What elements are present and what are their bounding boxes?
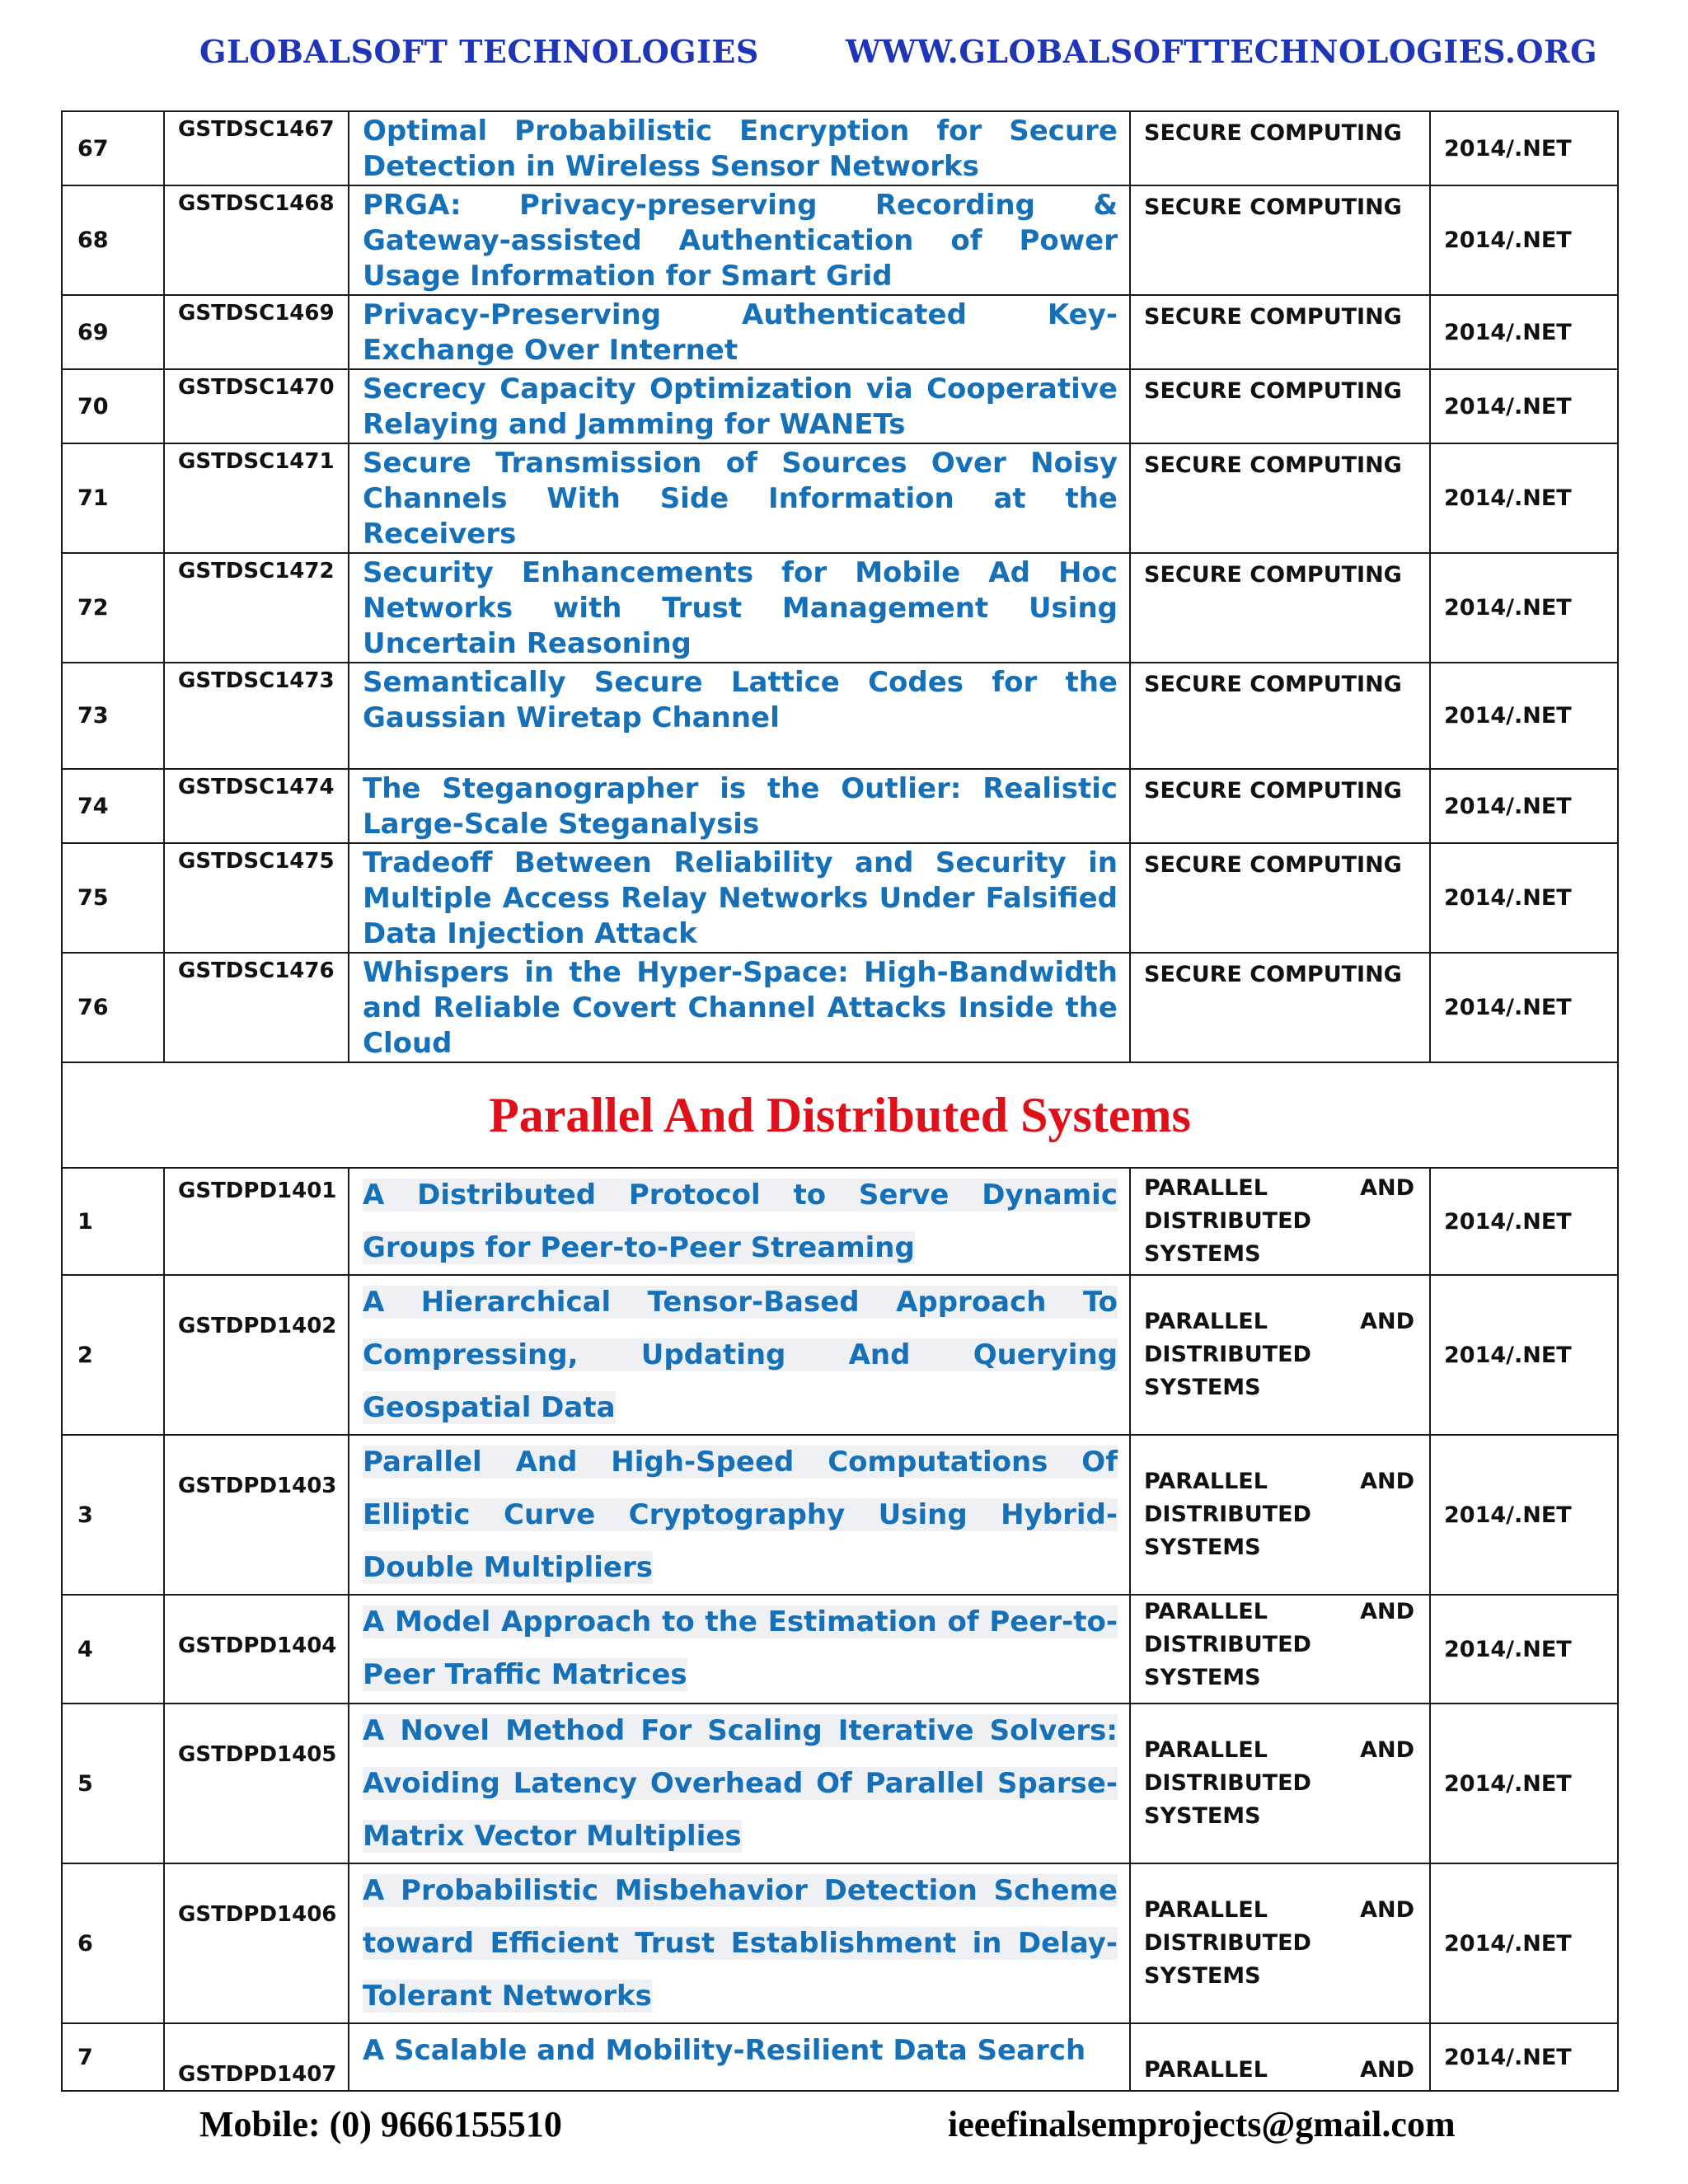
project-category: SECURE COMPUTING (1130, 769, 1430, 843)
project-category: SECURE COMPUTING (1130, 369, 1430, 443)
project-category: SECURE COMPUTING (1130, 295, 1430, 369)
project-category (1130, 1863, 1430, 2023)
category-line-1: PARALLEL AND (1144, 1599, 1414, 1624)
project-category: SECURE COMPUTING (1130, 443, 1430, 553)
project-title[interactable]: Secrecy Capacity Optimization via Cooperative Relaying and Jamming for WANETs (349, 369, 1130, 443)
project-title[interactable]: Semantically Secure Lattice Codes for the Gaussian Wiretap Channel (349, 663, 1130, 769)
title-text: A Hierarchical Tensor-Based Approach To Compressing, Updating And Querying Geospatial Data (363, 1286, 1118, 1424)
title-text: A Novel Method For Scaling Iterative Solvers: Avoiding Latency Overhead Of Parallel Sparse-Matrix Vector Multiplies (363, 1714, 1118, 1853)
project-year: 2014/.NET (1430, 185, 1618, 295)
project-code: GSTDSC1474 (164, 769, 349, 843)
project-code: GSTDPD1407 (164, 2023, 349, 2091)
table-row (62, 295, 1618, 369)
row-number: 7 (62, 2023, 164, 2091)
project-year: 2014/.NET (1430, 769, 1618, 843)
row-number: 67 (62, 111, 164, 185)
row-number: 2 (62, 1275, 164, 1435)
title-text: A Probabilistic Misbehavior Detection Scheme toward Efficient Trust Establishment in Delay-Tolerant Networks (363, 1874, 1118, 2013)
title-text: Parallel And High-Speed Computations Of Elliptic Curve Cryptography Using Hybrid-Double Multipliers (363, 1446, 1118, 1584)
category-line-1: PARALLEL AND (1144, 1897, 1414, 1923)
table-row (62, 953, 1618, 1062)
row-number: 74 (62, 769, 164, 843)
category-line-2: DISTRIBUTED SYSTEMS (1144, 1770, 1311, 1829)
table-row (62, 369, 1618, 443)
table-row (62, 443, 1618, 553)
table-row (62, 843, 1618, 953)
project-year: 2014/.NET (1430, 1863, 1618, 2023)
project-category: SECURE COMPUTING (1130, 111, 1430, 185)
mobile-number: Mobile: (0) 9666155510 (199, 2104, 562, 2144)
project-code: GSTDSC1473 (164, 663, 349, 769)
project-year: 2014/.NET (1430, 2023, 1618, 2091)
section-title: Parallel And Distributed Systems (62, 1062, 1618, 1168)
page-header (0, 33, 1688, 82)
project-category: SECURE COMPUTING (1130, 185, 1430, 295)
project-category: SECURE COMPUTING (1130, 953, 1430, 1062)
table-row (62, 2023, 1618, 2091)
project-code: GSTDSC1467 (164, 111, 349, 185)
project-category (1130, 1435, 1430, 1595)
project-year: 2014/.NET (1430, 1595, 1618, 1704)
table-row (62, 1704, 1618, 1863)
table-row (62, 1275, 1618, 1435)
project-title[interactable] (349, 1275, 1130, 1435)
website-link[interactable]: WWW.GLOBALSOFTTECHNOLOGIES.ORG (846, 33, 1598, 70)
table-row (62, 185, 1618, 295)
project-year: 2014/.NET (1430, 295, 1618, 369)
project-year: 2014/.NET (1430, 663, 1618, 769)
table-row (62, 1595, 1618, 1704)
project-title[interactable] (349, 1168, 1130, 1275)
category-line-1: PARALLEL AND (1144, 2057, 1414, 2083)
category-line-1: PARALLEL AND (1144, 1175, 1414, 1201)
row-number: 72 (62, 553, 164, 663)
company-name: GLOBALSOFT TECHNOLOGIES (199, 33, 759, 70)
project-code: GSTDSC1471 (164, 443, 349, 553)
category-line-2: DISTRIBUTED SYSTEMS (1144, 1632, 1311, 1690)
project-code: GSTDPD1402 (164, 1275, 349, 1435)
project-title[interactable] (349, 1595, 1130, 1704)
project-title[interactable]: Optimal Probabilistic Encryption for Secure Detection in Wireless Sensor Networks (349, 111, 1130, 185)
project-category (1130, 2023, 1430, 2091)
table-row (62, 111, 1618, 185)
category-line-2: DISTRIBUTED SYSTEMS (1144, 1208, 1311, 1267)
table-row (62, 1863, 1618, 2023)
row-number: 76 (62, 953, 164, 1062)
project-year: 2014/.NET (1430, 443, 1618, 553)
title-text: A Scalable and Mobility-Resilient Data Search (363, 2034, 1086, 2067)
row-number: 5 (62, 1704, 164, 1863)
project-year: 2014/.NET (1430, 1168, 1618, 1275)
row-number: 70 (62, 369, 164, 443)
category-line-1: PARALLEL AND (1144, 1737, 1414, 1763)
project-title[interactable]: Tradeoff Between Reliability and Security in Multiple Access Relay Networks Under Falsified Data Injection Attack (349, 843, 1130, 953)
project-year: 2014/.NET (1430, 1435, 1618, 1595)
project-code: GSTDSC1468 (164, 185, 349, 295)
row-number: 71 (62, 443, 164, 553)
project-title[interactable] (349, 1435, 1130, 1595)
project-year: 2014/.NET (1430, 843, 1618, 953)
category-line-1: PARALLEL AND (1144, 1469, 1414, 1494)
project-year: 2014/.NET (1430, 1704, 1618, 1863)
project-code: GSTDPD1406 (164, 1863, 349, 2023)
category-line-1: PARALLEL AND (1144, 1309, 1414, 1334)
table-row (62, 663, 1618, 769)
project-category (1130, 1704, 1430, 1863)
category-line-2: DISTRIBUTED SYSTEMS (1144, 1930, 1311, 1989)
project-title[interactable] (349, 2023, 1130, 2091)
project-code: GSTDSC1475 (164, 843, 349, 953)
project-code: GSTDPD1403 (164, 1435, 349, 1595)
project-category (1130, 1275, 1430, 1435)
row-number: 3 (62, 1435, 164, 1595)
project-code: GSTDSC1476 (164, 953, 349, 1062)
row-number: 1 (62, 1168, 164, 1275)
project-title[interactable]: The Steganographer is the Outlier: Realistic Large-Scale Steganalysis (349, 769, 1130, 843)
table-row (62, 1435, 1618, 1595)
project-code: GSTDSC1469 (164, 295, 349, 369)
project-code: GSTDPD1405 (164, 1704, 349, 1863)
project-category (1130, 1595, 1430, 1704)
row-number: 73 (62, 663, 164, 769)
project-code: GSTDSC1470 (164, 369, 349, 443)
project-category: SECURE COMPUTING (1130, 553, 1430, 663)
project-title[interactable]: Secure Transmission of Sources Over Noisy Channels With Side Information at the Receivers (349, 443, 1130, 553)
page-footer (0, 2103, 1688, 2153)
project-title[interactable]: Privacy-Preserving Authenticated Key-Exchange Over Internet (349, 295, 1130, 369)
projects-table (61, 110, 1619, 2092)
row-number: 6 (62, 1863, 164, 2023)
row-number: 68 (62, 185, 164, 295)
project-year: 2014/.NET (1430, 553, 1618, 663)
project-title[interactable]: Security Enhancements for Mobile Ad Hoc Networks with Trust Management Using Uncertain Reasoning (349, 553, 1130, 663)
title-text: A Model Approach to the Estimation of Peer-to-Peer Traffic Matrices (363, 1605, 1118, 1691)
project-year: 2014/.NET (1430, 369, 1618, 443)
row-number: 4 (62, 1595, 164, 1704)
project-year: 2014/.NET (1430, 1275, 1618, 1435)
table-row (62, 1168, 1618, 1275)
project-category (1130, 1168, 1430, 1275)
project-category: SECURE COMPUTING (1130, 843, 1430, 953)
project-code: GSTDSC1472 (164, 553, 349, 663)
contact-email[interactable]: ieeefinalsemprojects@gmail.com (948, 2104, 1456, 2144)
project-title[interactable]: Whispers in the Hyper-Space: High-Bandwidth and Reliable Covert Channel Attacks Inside the Cloud (349, 953, 1130, 1062)
project-category: SECURE COMPUTING (1130, 663, 1430, 769)
row-number: 69 (62, 295, 164, 369)
project-code: GSTDPD1401 (164, 1168, 349, 1275)
project-year: 2014/.NET (1430, 953, 1618, 1062)
table-row (62, 769, 1618, 843)
category-line-2: DISTRIBUTED SYSTEMS (1144, 1342, 1311, 1400)
table-row (62, 553, 1618, 663)
project-title[interactable]: PRGA: Privacy-preserving Recording & Gateway-assisted Authentication of Power Usage Information for Smart Grid (349, 185, 1130, 295)
row-number: 75 (62, 843, 164, 953)
section-header-row (62, 1062, 1618, 1168)
project-code: GSTDPD1404 (164, 1595, 349, 1704)
title-text: A Distributed Protocol to Serve Dynamic Groups for Peer-to-Peer Streaming (363, 1179, 1118, 1264)
project-title[interactable] (349, 1863, 1130, 2023)
project-year: 2014/.NET (1430, 111, 1618, 185)
project-title[interactable] (349, 1704, 1130, 1863)
category-line-2: DISTRIBUTED SYSTEMS (1144, 1502, 1311, 1560)
